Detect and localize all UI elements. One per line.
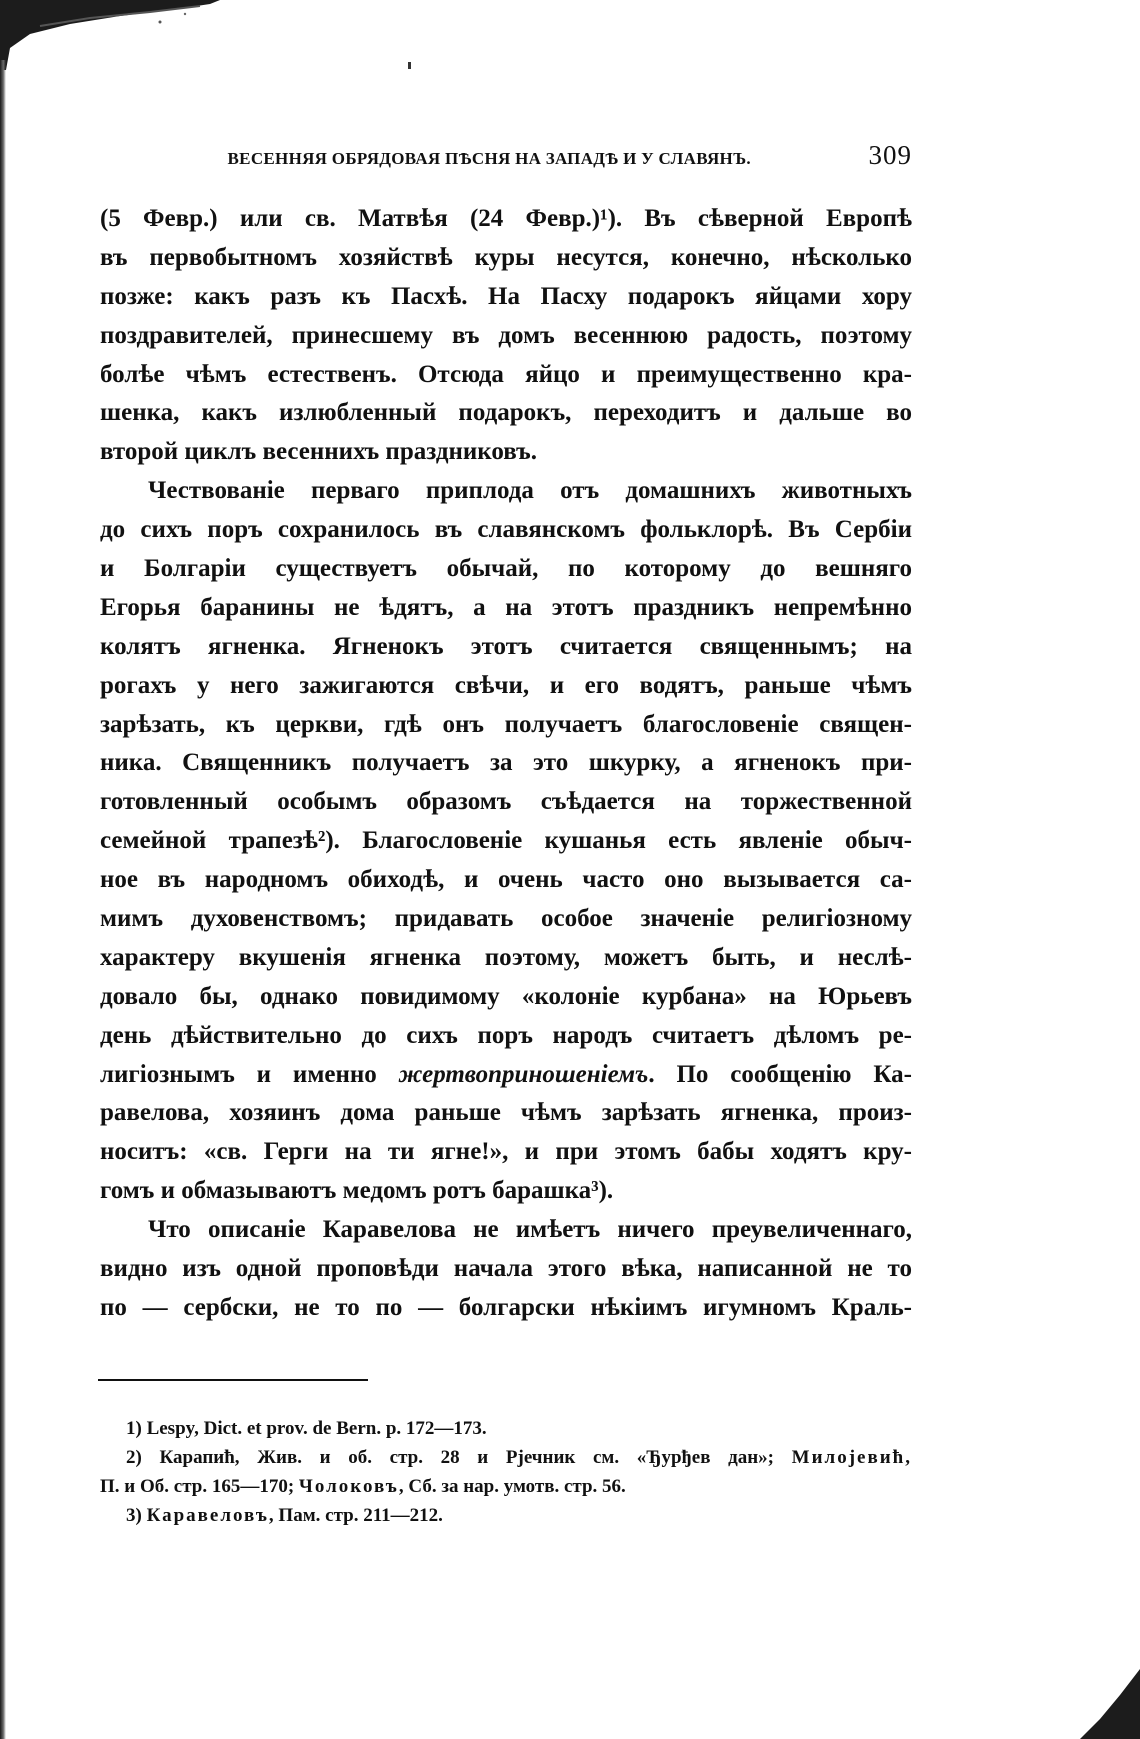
- text-line: колятъ ягненка. Ягненокъ этотъ считается священнымъ; на: [100, 632, 912, 660]
- text-line: мимъ духовенствомъ; придавать особое значеніе религіозному: [100, 905, 912, 933]
- text-line: довало бы, однако повидимому «колоніе курбана» на Юрьевъ: [100, 982, 912, 1010]
- text-line: поздравителей, принесшему въ домъ весеннюю радость, поэтому: [100, 321, 912, 349]
- running-title: ВЕСЕННЯЯ ОБРЯДОВАЯ ПѢСНЯ НА ЗАПАДѢ И У СЛАВЯНЪ.: [227, 149, 751, 168]
- text-line: характеру вкушенія ягненка поэтому, можетъ быть, и неслѣ-: [100, 943, 912, 971]
- footnotes: [100, 1414, 912, 1530]
- footnote-3: [100, 1501, 912, 1530]
- text-line: видно изъ одной проповѣди начала этого вѣка, написанной не то: [100, 1255, 912, 1283]
- main-text: [100, 200, 912, 1328]
- text-line: Егорья баранины не ѣдятъ, а на этотъ праздникъ непремѣнно: [100, 593, 912, 621]
- text-line: (5 Февр.) или св. Матвѣя (24 Февр.)¹). Въ сѣверной Европѣ: [100, 205, 912, 232]
- running-header: [100, 140, 912, 176]
- footnote-1: 1) Lespy, Dict. et prov. de Bern. p. 172—173.: [126, 1418, 487, 1439]
- footnote-text: 2) Карапиħ, Жив. и об. стр. 28 и Рјечник см. «Ђурђев дан»;: [126, 1447, 792, 1468]
- text-line: равелова, хозяинъ дома раньше чѣмъ зарѣзать ягненка, произ-: [100, 1099, 912, 1127]
- footnote-2-continued: [100, 1472, 912, 1501]
- text-line: по — сербски, не то по — болгарски нѣкіимъ игумномъ Краль-: [100, 1293, 912, 1321]
- scan-shadow-bottom-right: [1080, 1669, 1140, 1739]
- footnote-author: Чолоковъ: [298, 1476, 399, 1497]
- text-line: носитъ: «св. Герги на ти ягне!», и при этомъ бабы ходятъ кру-: [100, 1138, 912, 1166]
- page-number: 309: [868, 140, 912, 170]
- text-line: шенка, какъ излюбленный подарокъ, переходитъ и дальше во: [100, 399, 912, 427]
- text-line: ника. Священникъ получаетъ за это шкурку, а ягненокъ при-: [100, 749, 912, 777]
- text-line-with-italic: [100, 1056, 912, 1095]
- footnote-text: П. и Об. стр. 165—170;: [100, 1476, 299, 1497]
- ink-speck: [408, 62, 411, 69]
- footnote-number: 3): [126, 1505, 147, 1526]
- text-line: рогахъ у него зажигаются свѣчи, и его водятъ, раньше чѣмъ: [100, 671, 912, 699]
- footnote-text: , Сб. за нар. умотв. стр. 56.: [398, 1476, 626, 1497]
- text-line: позже: какъ разъ къ Пасхѣ. На Пасху подарокъ яйцами хору: [100, 282, 912, 310]
- text-segment: . По сообщенію Ка-: [648, 1060, 912, 1088]
- text-line: ное въ народномъ обиходѣ, и очень часто оно вызывается са-: [100, 866, 912, 894]
- text-line: до сихъ поръ сохранилось въ славянскомъ фольклорѣ. Въ Сербіи: [100, 516, 912, 544]
- text-line: зарѣзать, къ церкви, гдѣ онъ получаетъ благословеніе священ-: [100, 710, 912, 738]
- footnote-divider: [98, 1379, 368, 1381]
- scan-shadow-top-left: [0, 0, 220, 70]
- text-line: Чествованіе перваго приплода отъ домашнихъ животныхъ: [148, 477, 912, 505]
- text-line: гомъ и обмазываютъ медомъ ротъ барашка³).: [100, 1177, 614, 1205]
- text-line: день дѣйствительно до сихъ поръ народъ считаетъ дѣломъ ре-: [100, 1021, 912, 1049]
- text-line: Что описаніе Каравелова не имѣетъ ничего преувеличеннаго,: [148, 1216, 912, 1244]
- scan-shadow-left-edge: [0, 60, 6, 1739]
- text-line: и Болгаріи существуетъ обычай, по которому до вешняго: [100, 555, 912, 583]
- footnote-author: Каравеловъ: [146, 1505, 269, 1526]
- text-line: болѣе чѣмъ естественъ. Отсюда яйцо и преимущественно кра-: [100, 360, 912, 388]
- italic-term: жертвоприношеніемъ: [398, 1060, 649, 1088]
- text-line: второй циклъ весеннихъ праздниковъ.: [100, 438, 537, 466]
- text-line: семейной трапезѣ²). Благословеніе кушанья есть явленіе обыч-: [100, 827, 912, 855]
- footnote-text: , Пам. стр. 211—212.: [268, 1505, 443, 1526]
- text-line: готовленный особымъ образомъ съѣдается на торжественной: [100, 788, 912, 816]
- footnote-2: [100, 1443, 912, 1472]
- text-segment: лигіознымъ и именно: [100, 1060, 377, 1088]
- footnote-author: Милојевиħ,: [791, 1447, 912, 1468]
- text-line: въ первобытномъ хозяйствѣ куры несутся, конечно, нѣсколько: [100, 243, 912, 271]
